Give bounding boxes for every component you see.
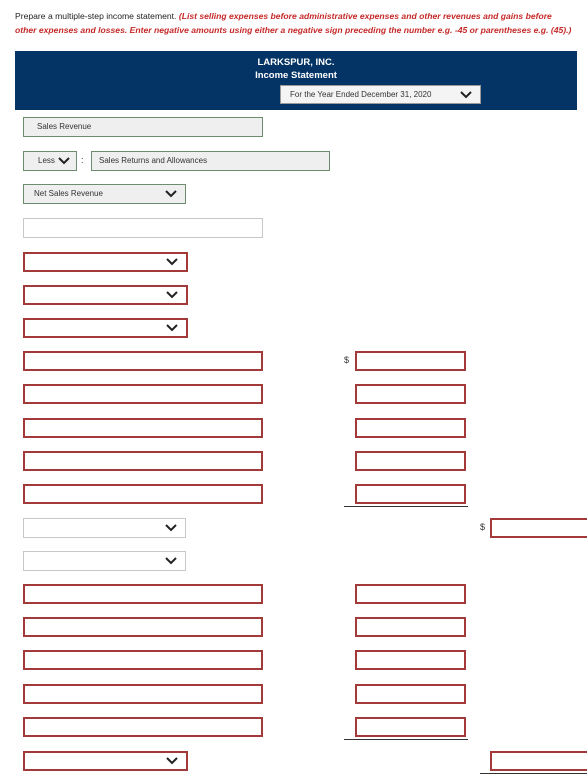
amount-input[interactable] [355,584,466,604]
account-input[interactable] [23,684,263,704]
amount-input[interactable] [355,451,466,471]
total-input[interactable] [490,518,587,538]
net-sales-select-value: Net Sales Revenue [34,189,103,198]
less-select[interactable] [23,151,77,171]
net-sales-select[interactable] [23,184,186,204]
total-input[interactable] [490,751,587,771]
total-underline [480,773,587,774]
amount-input[interactable] [355,418,466,438]
chevron-down-icon [165,524,177,532]
chevron-down-icon [165,190,177,198]
account-select[interactable] [23,285,188,305]
chevron-down-icon [166,258,178,266]
amount-input[interactable] [355,617,466,637]
chevron-down-icon [460,91,472,99]
chevron-down-icon [166,324,178,332]
sales-revenue-text: Sales Revenue [37,122,92,131]
text-input[interactable] [23,218,263,238]
account-select[interactable] [23,318,188,338]
sales-revenue-field[interactable] [23,117,263,137]
account-input[interactable] [23,584,263,604]
sales-returns-field[interactable] [91,151,330,171]
amount-input[interactable] [355,717,466,737]
chevron-down-icon [165,557,177,565]
account-input[interactable] [23,484,263,504]
subtotal-underline [344,739,468,740]
dollar-sign: $ [480,522,486,532]
account-input[interactable] [23,351,263,371]
period-select[interactable] [280,85,481,104]
subtotal-underline [344,506,468,507]
colon-separator: : [81,155,84,165]
account-input[interactable] [23,650,263,670]
amount-input[interactable] [355,650,466,670]
account-input[interactable] [23,617,263,637]
account-input[interactable] [23,418,263,438]
account-input[interactable] [23,384,263,404]
amount-input[interactable] [355,484,466,504]
statement-title: Income Statement [255,70,337,81]
less-select-value: Less [38,156,55,165]
account-select[interactable] [23,551,186,571]
period-select-value: For the Year Ended December 31, 2020 [290,90,432,99]
instructions-plain: Prepare a multiple-step income statement. [15,11,179,21]
instructions [15,9,575,37]
chevron-down-icon [166,757,178,765]
amount-input[interactable] [355,684,466,704]
amount-input[interactable] [355,351,466,371]
instructions-emphasis: (List selling expenses before administrative expenses and other revenues and gains before other expenses and losses. Enter negative amounts using either a negative sign preceding the number e.g. -45 or parentheses e.g. (45).) [15,11,572,35]
account-input[interactable] [23,451,263,471]
amount-input[interactable] [355,384,466,404]
sales-returns-text: Sales Returns and Allowances [99,156,208,165]
account-input[interactable] [23,717,263,737]
account-select[interactable] [23,518,186,538]
company-name: LARKSPUR, INC. [257,57,335,68]
account-select[interactable] [23,252,188,272]
account-select[interactable] [23,751,188,771]
chevron-down-icon [58,157,70,165]
dollar-sign: $ [344,355,350,365]
chevron-down-icon [166,291,178,299]
